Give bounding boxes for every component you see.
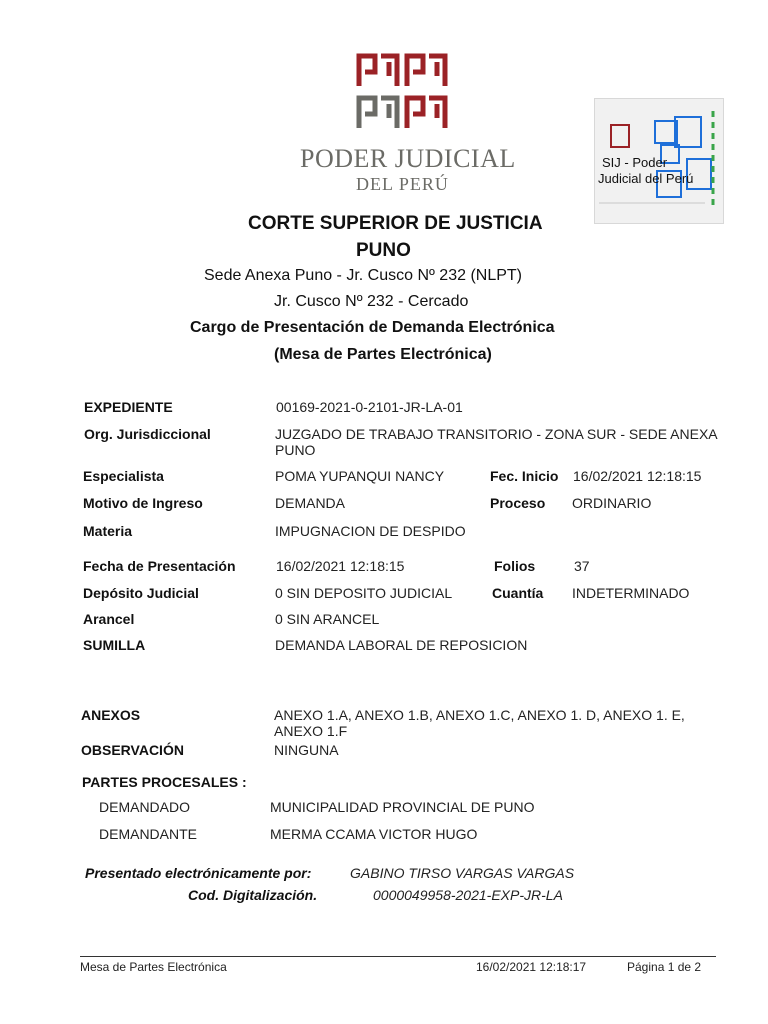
org-jurisdiccional-value: JUZGADO DE TRABAJO TRANSITORIO - ZONA SUR - SEDE ANEXA PUNO bbox=[275, 426, 717, 458]
court-title-line2: PUNO bbox=[356, 240, 411, 261]
footer-page-number: Página 1 de 2 bbox=[627, 960, 702, 974]
arancel-value: 0 SIN ARANCEL bbox=[275, 611, 380, 627]
party-role: DEMANDADO bbox=[99, 799, 191, 815]
org-jurisdiccional-label: Org. Jurisdiccional bbox=[84, 426, 211, 442]
address-line: Jr. Cusco Nº 232 - Cercado bbox=[274, 293, 469, 310]
document-subtitle: (Mesa de Partes Electrónica) bbox=[274, 346, 492, 363]
party-name: MUNICIPALIDAD PROVINCIAL DE PUNO bbox=[270, 799, 535, 815]
party-name: MERMA CCAMA VICTOR HUGO bbox=[270, 826, 478, 842]
sumilla-value: DEMANDA LABORAL DE REPOSICION bbox=[275, 637, 528, 653]
motivo-label: Motivo de Ingreso bbox=[83, 495, 203, 511]
arancel-label: Arancel bbox=[83, 611, 135, 627]
cod-digitalizacion-label: Cod. Digitalización. bbox=[188, 887, 318, 903]
footer-divider bbox=[80, 956, 716, 957]
anexos-value: ANEXO 1.A, ANEXO 1.B, ANEXO 1.C, ANEXO 1. D, ANEXO 1. E, ANEXO 1.F bbox=[274, 707, 685, 739]
fec-inicio-value: 16/02/2021 12:18:15 bbox=[573, 468, 702, 484]
materia-label: Materia bbox=[83, 523, 133, 539]
especialista-label: Especialista bbox=[83, 468, 164, 484]
presentado-value: GABINO TIRSO VARGAS VARGAS bbox=[350, 865, 575, 881]
folios-value: 37 bbox=[574, 558, 590, 574]
cod-digitalizacion-value: 0000049958-2021-EXP-JR-LA bbox=[373, 887, 563, 903]
logo-text-line1: PODER JUDICIAL bbox=[300, 144, 516, 173]
expediente-label: EXPEDIENTE bbox=[84, 399, 173, 415]
observacion-label: OBSERVACIÓN bbox=[81, 742, 184, 758]
observacion-value: NINGUNA bbox=[274, 742, 339, 758]
cuantia-label: Cuantía bbox=[492, 585, 544, 601]
fecha-presentacion-value: 16/02/2021 12:18:15 bbox=[276, 558, 405, 574]
signature-line2: Judicial del Perú bbox=[598, 171, 694, 186]
partes-procesales-title: PARTES PROCESALES : bbox=[82, 774, 247, 790]
footer-left-text: Mesa de Partes Electrónica bbox=[80, 960, 227, 974]
poder-judicial-logo bbox=[355, 52, 450, 132]
signature-line1: SIJ - Poder bbox=[602, 155, 668, 170]
digital-signature-stamp bbox=[594, 98, 724, 224]
party-role: DEMANDANTE bbox=[99, 826, 198, 842]
proceso-value: ORDINARIO bbox=[572, 495, 652, 511]
fecha-presentacion-label: Fecha de Presentación bbox=[83, 558, 236, 574]
motivo-value: DEMANDA bbox=[275, 495, 346, 511]
especialista-value: POMA YUPANQUI NANCY bbox=[275, 468, 445, 484]
sede-line: Sede Anexa Puno - Jr. Cusco Nº 232 (NLPT) bbox=[204, 267, 522, 284]
court-title-line1: CORTE SUPERIOR DE JUSTICIA bbox=[248, 213, 543, 234]
proceso-label: Proceso bbox=[490, 495, 546, 511]
logo-text-line2: DEL PERÚ bbox=[356, 174, 449, 194]
cuantia-value: INDETERMINADO bbox=[572, 585, 690, 601]
anexos-label: ANEXOS bbox=[81, 707, 141, 723]
sumilla-label: SUMILLA bbox=[83, 637, 146, 653]
deposito-value: 0 SIN DEPOSITO JUDICIAL bbox=[275, 585, 453, 601]
materia-value: IMPUGNACION DE DESPIDO bbox=[275, 523, 466, 539]
presentado-label: Presentado electrónicamente por: bbox=[85, 865, 312, 881]
signature-text bbox=[598, 155, 693, 187]
folios-label: Folios bbox=[494, 558, 536, 574]
footer-datetime: 16/02/2021 12:18:17 bbox=[476, 960, 587, 974]
document-title: Cargo de Presentación de Demanda Electrónica bbox=[190, 319, 555, 336]
deposito-label: Depósito Judicial bbox=[83, 585, 199, 601]
expediente-value: 00169-2021-0-2101-JR-LA-01 bbox=[276, 399, 463, 415]
fec-inicio-label: Fec. Inicio bbox=[490, 468, 559, 484]
